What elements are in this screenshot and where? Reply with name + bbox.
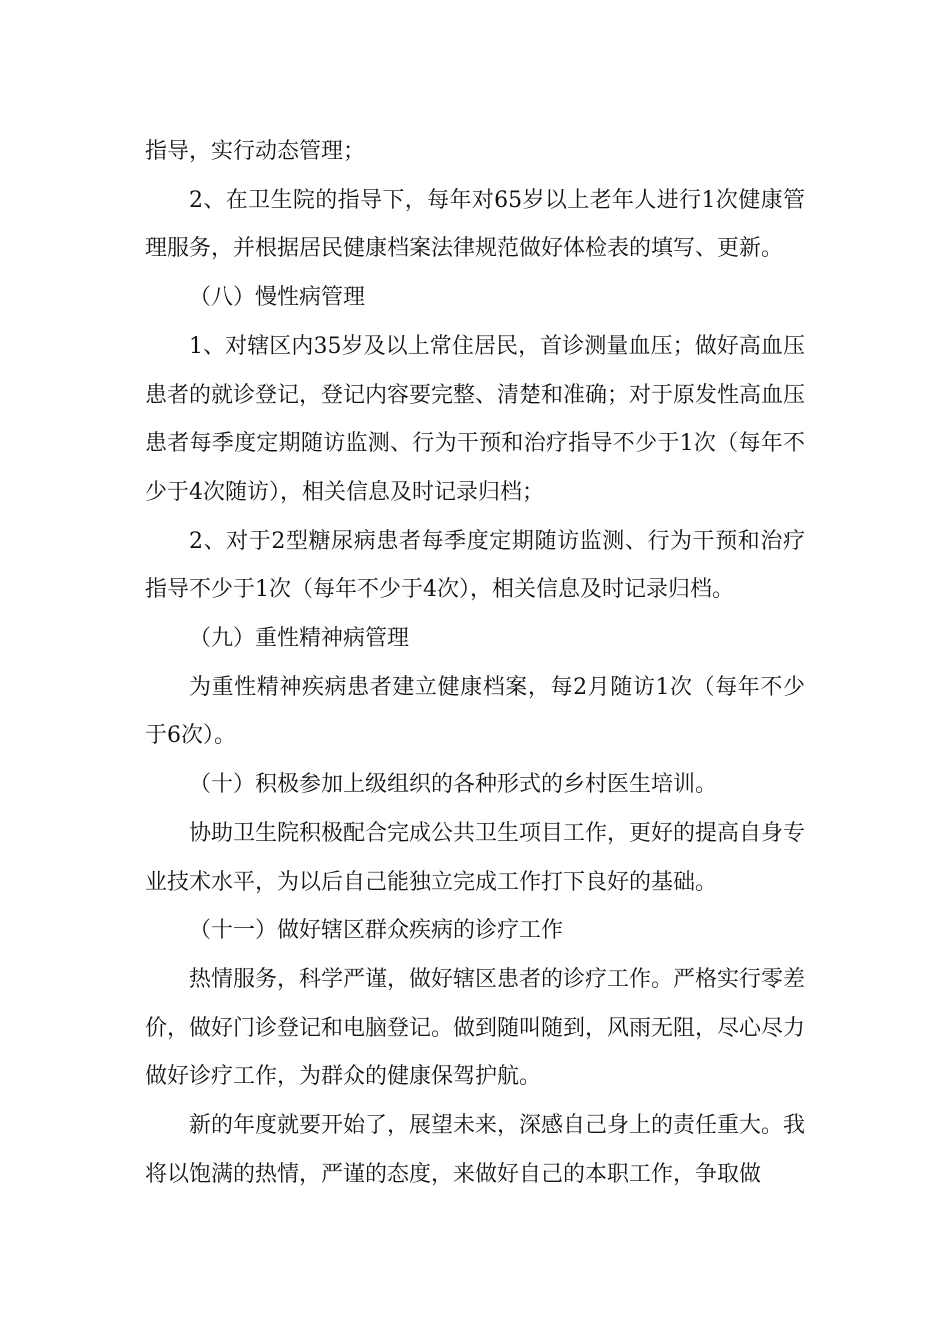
- paragraph-hypertension: 1、对辖区内35岁及以上常住居民，首诊测量血压；做好高血压患者的就诊登记，登记内容要完整、清楚和准确；对于原发性高血压患者每季度定期随访监测、行为干预和治疗指导不少于1次（每年不少于4次随访），相关信息及时记录归档；: [145, 333, 806, 505]
- paragraph-mental-illness: 为重性精神疾病患者建立健康档案，每2月随访1次（每年不少于6次）。: [145, 674, 805, 749]
- paragraph-diagnosis: 热情服务，科学严谨，做好辖区患者的诊疗工作。严格实行零差价，做好门诊登记和电脑登记。做到随叫随到，风雨无阻，尽心尽力做好诊疗工作，为群众的健康保驾护航。: [145, 966, 806, 1090]
- paragraph-diabetes: 2、对于2型糖尿病患者每季度定期随访监测、行为干预和治疗指导不少于1次（每年不少于4次），相关信息及时记录归档。: [145, 528, 805, 603]
- section-heading-training: （十）积极参加上级组织的各种形式的乡村医生培训。: [189, 772, 718, 798]
- section-heading-chronic-disease: （八）慢性病管理: [189, 285, 366, 311]
- section-heading-mental-illness: （九）重性精神病管理: [189, 626, 410, 652]
- paragraph-continuation: 指导，实行动态管理；: [145, 139, 366, 164]
- paragraph-training: 协助卫生院积极配合完成公共卫生项目工作，更好的提高自身专业技术水平，为以后自己能独立完成工作打下良好的基础。: [145, 820, 806, 895]
- paragraph-outlook: 新的年度就要开始了，展望未来，深感自己身上的责任重大。我将以饱满的热情，严谨的态度，来做好自己的本职工作，争取做: [145, 1113, 806, 1187]
- section-heading-diagnosis: （十一）做好辖区群众疾病的诊疗工作: [189, 918, 564, 944]
- paragraph-elderly-health: 2、在卫生院的指导下，每年对65岁以上老年人进行1次健康管理服务，并根据居民健康档案法律规范做好体检表的填写、更新。: [145, 187, 805, 262]
- document-body: [145, 128, 805, 1199]
